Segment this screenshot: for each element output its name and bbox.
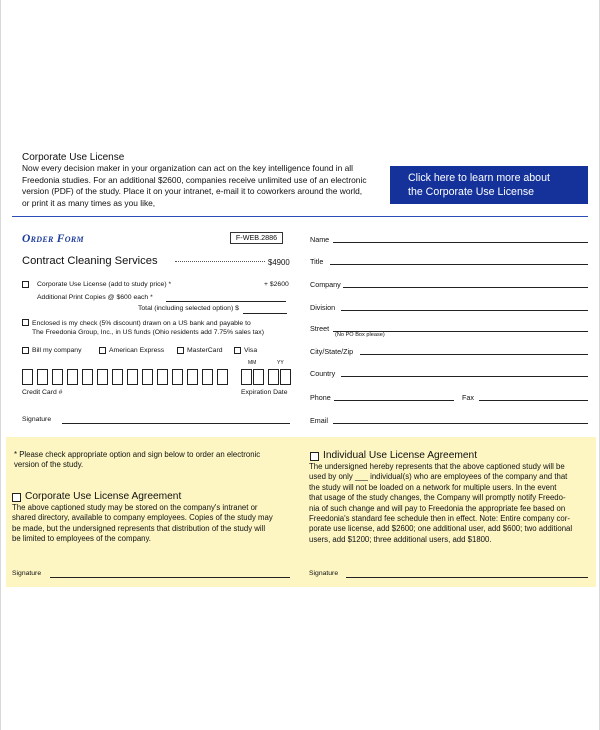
card-digit-box[interactable]: [157, 369, 168, 385]
corporate-agreement-text: [12, 503, 292, 545]
order-instructions: [14, 450, 290, 471]
card-digit-box[interactable]: [67, 369, 78, 385]
name-field[interactable]: [333, 242, 588, 243]
agreement-line: porate use license, add $2600; one additional user, add $600; two additional: [309, 524, 573, 534]
individual-agreement-heading: Individual Use License Agreement: [323, 450, 478, 461]
intro-line: or print it as many times as you like,: [22, 197, 156, 208]
agreement-line: the study will not be loaded on a network for multiple users. In the event: [309, 482, 557, 492]
card-digit-box[interactable]: [202, 369, 213, 385]
bill-company-checkbox[interactable]: [22, 347, 29, 354]
card-digit-box[interactable]: [187, 369, 198, 385]
corporate-signature-field[interactable]: [50, 577, 290, 578]
card-digit-box[interactable]: [22, 369, 33, 385]
po-box-note: (No PO Box please): [335, 332, 385, 338]
exp-month-box[interactable]: [253, 369, 264, 385]
corporate-license-description: [22, 163, 372, 209]
amex-checkbox[interactable]: [99, 347, 106, 354]
company-label: Company: [310, 280, 341, 289]
card-digit-box[interactable]: [127, 369, 138, 385]
individual-agreement-checkbox[interactable]: [310, 452, 319, 461]
card-digit-box[interactable]: [217, 369, 228, 385]
bill-company-label: Bill my company: [32, 347, 82, 354]
card-digit-box[interactable]: [37, 369, 48, 385]
corporate-license-title: Corporate Use License: [22, 152, 125, 163]
check-line: Enclosed is my check (5% discount) drawn on a US bank and payable to: [32, 320, 251, 327]
corporate-license-price: + $2600: [264, 281, 289, 288]
division-label: Division: [310, 303, 336, 312]
check-payment-checkbox[interactable]: [22, 319, 29, 326]
corporate-license-checkbox[interactable]: [22, 281, 29, 288]
learn-more-button[interactable]: [390, 166, 588, 204]
country-label: Country: [310, 369, 336, 378]
signature-label: Signature: [22, 416, 52, 423]
card-digit-box[interactable]: [52, 369, 63, 385]
visa-checkbox[interactable]: [234, 347, 241, 354]
learn-more-line2: the Corporate Use License: [408, 186, 535, 198]
additional-print-label: Additional Print Copies @ $600 each *: [37, 294, 153, 301]
form-code-badge: F-WEB.2886: [230, 232, 283, 244]
agreement-line: be limited to employees of the company.: [12, 534, 151, 544]
phone-label: Phone: [310, 393, 331, 402]
city-field[interactable]: [360, 354, 588, 355]
agreement-line: The undersigned hereby represents that the above captioned study will be: [309, 462, 565, 471]
email-label: Email: [310, 416, 328, 425]
intro-line: Now every decision maker in your organization can act on the key intelligence found in all: [22, 163, 353, 173]
year-label: YY: [277, 360, 284, 366]
card-digit-box[interactable]: [172, 369, 183, 385]
product-price: $4900: [268, 258, 290, 267]
title-label: Title: [310, 257, 324, 266]
signature-field[interactable]: [62, 423, 290, 424]
additional-print-field[interactable]: [166, 301, 286, 302]
agreement-line: be made, but the undersigned represents that distribution of the study will: [12, 523, 266, 533]
title-field[interactable]: [330, 264, 588, 265]
phone-field[interactable]: [334, 400, 454, 401]
intro-line: version (PDF) of the study. Place it on your intranet, e-mail it to coworkers around the world,: [22, 186, 363, 197]
check-line: The Freedonia Group, Inc., in US funds (Ohio residents add 7.75% sales tax): [32, 329, 264, 336]
total-field[interactable]: [243, 313, 287, 314]
exp-year-box[interactable]: [280, 369, 291, 385]
card-digit-box[interactable]: [112, 369, 123, 385]
credit-card-label: Credit Card #: [22, 389, 63, 396]
order-form-title: Order Form: [22, 233, 84, 245]
agreement-line: used by only ___ individual(s) who are employees of the company and that: [309, 472, 568, 482]
fax-field[interactable]: [479, 400, 588, 401]
learn-more-line1: Click here to learn more about: [408, 172, 550, 184]
agreement-line: shared directory, available to company employees. Copies of the study may: [12, 513, 273, 523]
name-label: Name: [310, 235, 330, 244]
instruction-line: version of the study.: [14, 460, 84, 470]
card-digit-box[interactable]: [82, 369, 93, 385]
agreement-line: users, add $1200; three additional users, add $1800.: [309, 534, 492, 544]
email-field[interactable]: [333, 423, 588, 424]
company-field[interactable]: [343, 287, 588, 288]
individual-signature-label: Signature: [309, 570, 339, 577]
agreement-line: The above captioned study may be stored on the company's intranet or: [12, 503, 258, 512]
fax-label: Fax: [462, 393, 474, 402]
mastercard-checkbox[interactable]: [177, 347, 184, 354]
month-label: MM: [248, 360, 257, 366]
check-payment-text: [32, 319, 264, 337]
city-label: City/State/Zip: [310, 347, 354, 356]
division-field[interactable]: [341, 310, 588, 311]
instruction-line: * Please check appropriate option and sign below to order an electronic: [14, 450, 261, 459]
agreement-line: Freedonia's standard fee schedule then in effect. Note: Entire company cor-: [309, 514, 570, 524]
total-label: Total (including selected option) $: [138, 305, 239, 312]
amex-label: American Express: [109, 347, 165, 354]
corporate-agreement-heading: Corporate Use License Agreement: [25, 491, 182, 502]
corporate-agreement-checkbox[interactable]: [12, 493, 21, 502]
individual-agreement-text: [309, 462, 588, 545]
exp-month-box[interactable]: [241, 369, 252, 385]
street-label: Street: [310, 324, 330, 333]
product-name: Contract Cleaning Services: [22, 255, 158, 267]
agreement-line: that usage of the study changes, the Company will promptly notify Freedo-: [309, 493, 566, 503]
section-divider: [12, 216, 588, 217]
card-digit-box[interactable]: [97, 369, 108, 385]
mastercard-label: MasterCard: [187, 347, 223, 354]
agreement-line: nia of such change and will pay to Freedonia the appropriate fee based on: [309, 503, 566, 513]
dot-leader: [175, 261, 265, 262]
individual-signature-field[interactable]: [346, 577, 588, 578]
expiration-label: Expiration Date: [241, 389, 288, 396]
corporate-license-option-label: Corporate Use License (add to study price) *: [37, 281, 172, 288]
corporate-signature-label: Signature: [12, 570, 42, 577]
intro-line: Freedonia studies. For an additional $2600, companies receive unlimited use of an electronic: [22, 174, 367, 185]
card-digit-box[interactable]: [142, 369, 153, 385]
visa-label: Visa: [244, 347, 258, 354]
country-field[interactable]: [341, 376, 588, 377]
exp-year-box[interactable]: [268, 369, 279, 385]
